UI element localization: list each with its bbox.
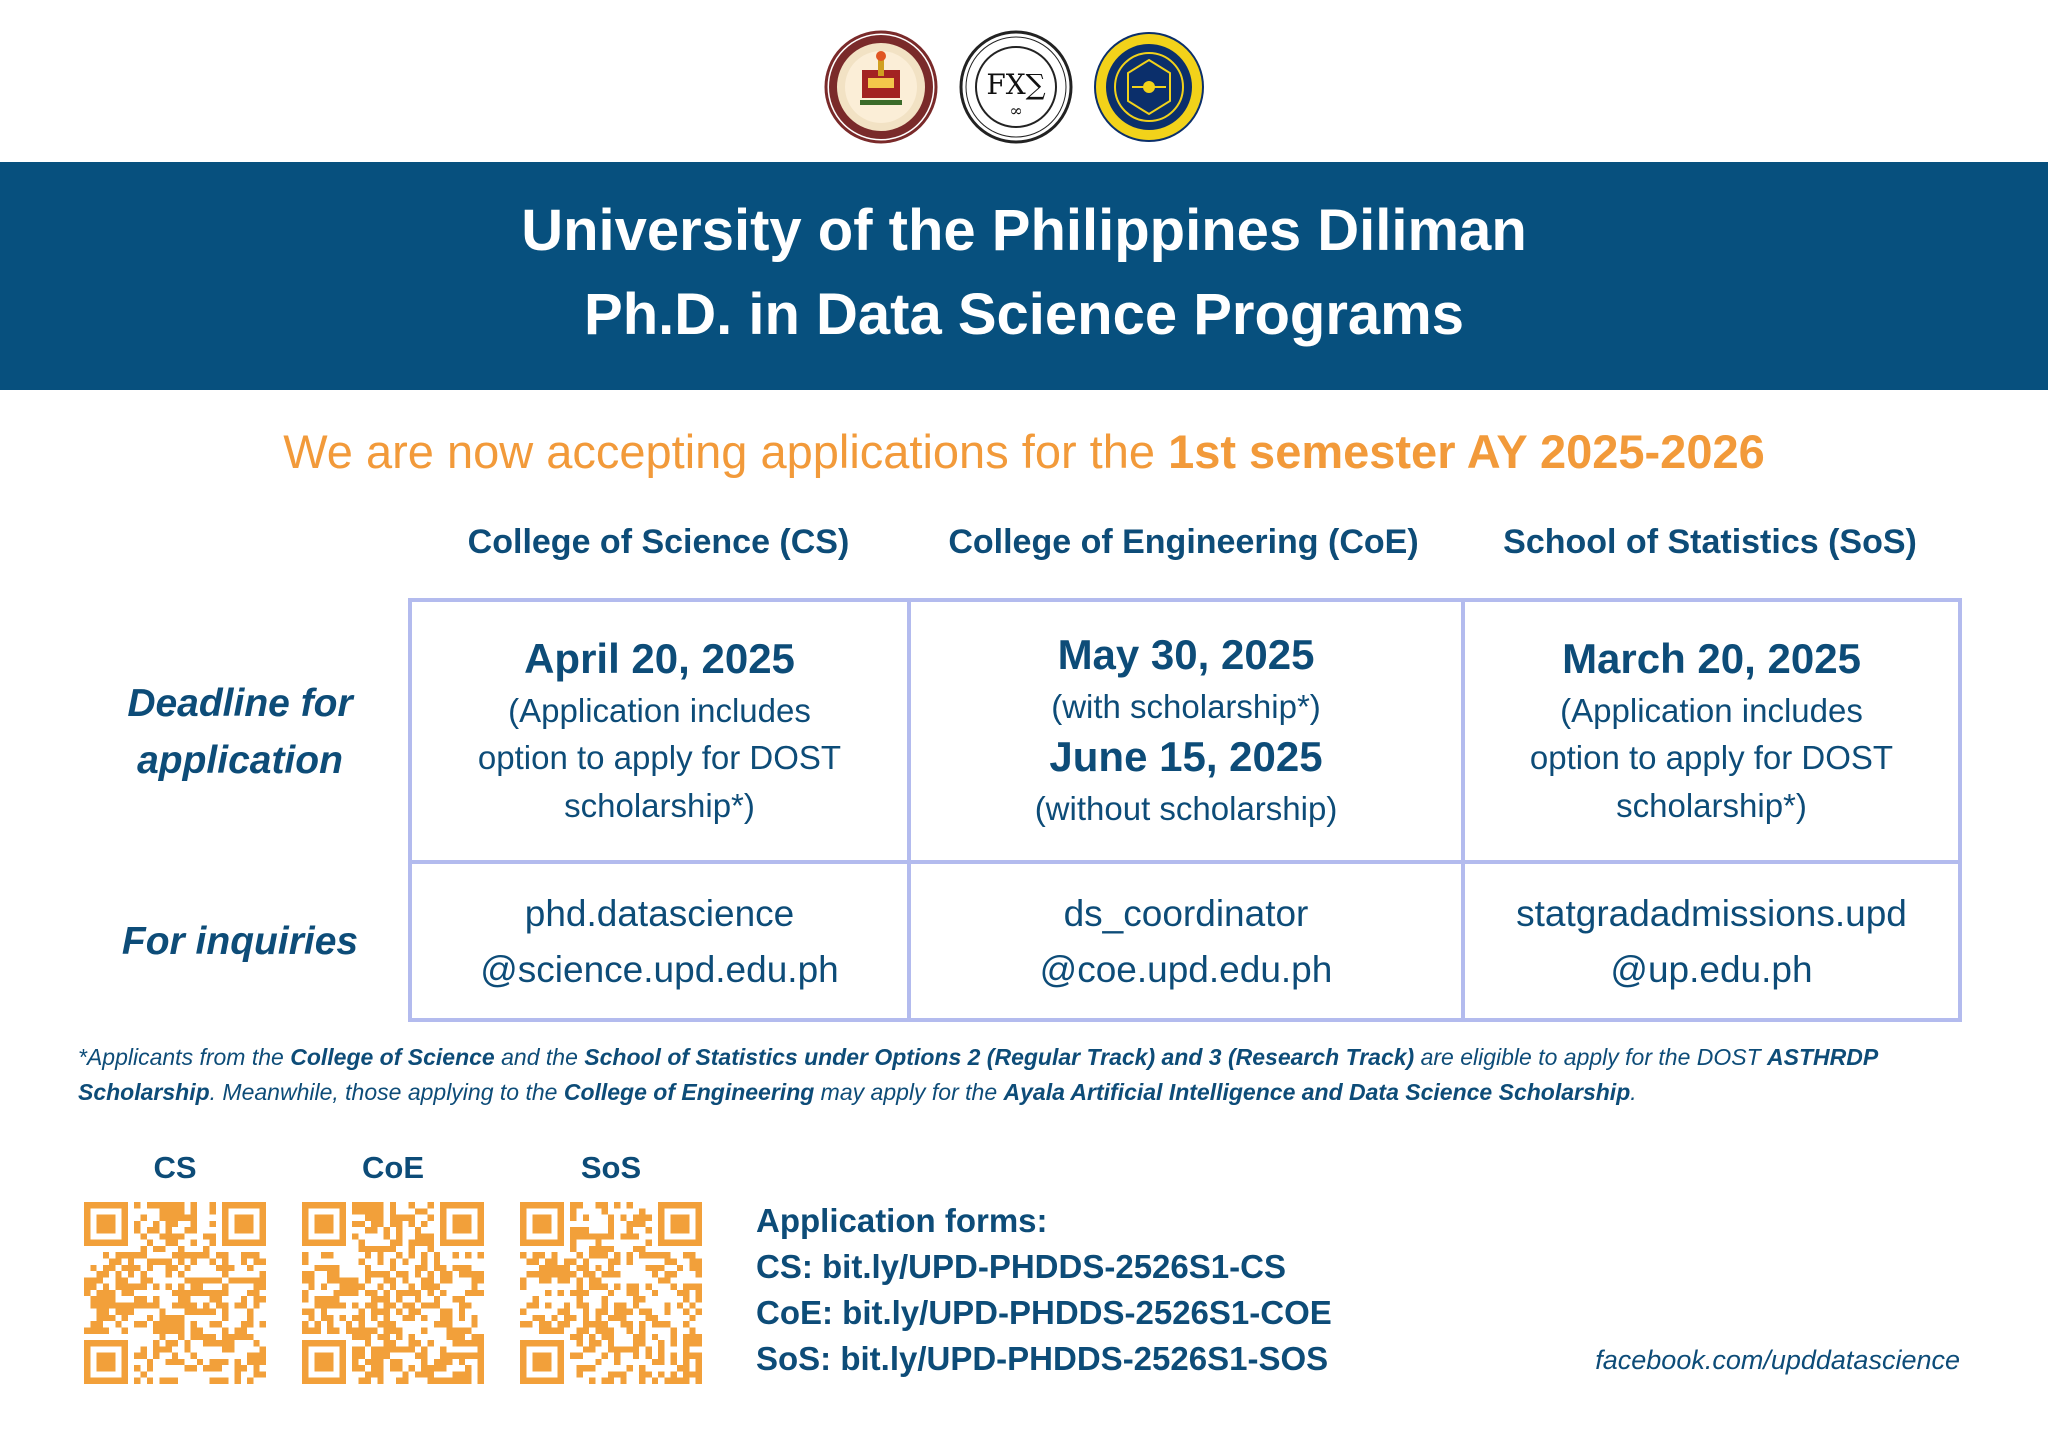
- column-header-sos: School of Statistics (SoS): [1503, 523, 1917, 561]
- deadline-note-cs: (Application includes: [508, 691, 811, 729]
- inquiry-email-cs-domain: @science.upd.edu.ph: [480, 948, 839, 990]
- deadline-cell-cs: [412, 632, 907, 830]
- inquiry-email-coe-user: ds_coordinator: [1063, 893, 1309, 934]
- inquiry-email-coe-domain: @coe.upd.edu.ph: [1039, 948, 1333, 990]
- svg-text:FX∑: FX∑: [986, 68, 1046, 101]
- footnote-emphasis: ASTHRDP Scholarship: [78, 1044, 1878, 1105]
- inquiry-email-cs[interactable]: [412, 886, 907, 997]
- logo-row: [0, 30, 2048, 148]
- footnote-emphasis: College of Engineering: [563, 1078, 815, 1105]
- qr-label-sos: SoS: [580, 1150, 642, 1185]
- footnote-text: . Meanwhile, those applying to the: [209, 1078, 564, 1105]
- application-forms: [756, 1198, 1332, 1382]
- deadline-note-sos: (Application includes: [1560, 691, 1863, 729]
- inquiry-email-coe[interactable]: [911, 886, 1461, 997]
- qr-code-coe[interactable]: [302, 1202, 484, 1384]
- deadline-date-cs: April 20, 2025: [524, 635, 795, 682]
- footnote-emphasis: School of Statistics under Options 2 (Regular Track) and 3 (Research Track): [584, 1044, 1415, 1070]
- inquiry-email-sos[interactable]: [1465, 886, 1958, 997]
- svg-text:∞: ∞: [1009, 101, 1023, 120]
- footnote-emphasis: Ayala Artificial Intelligence and Data Science Scholarship: [1003, 1078, 1631, 1105]
- deadline-date-sos: March 20, 2025: [1562, 635, 1861, 682]
- scholarship-footnote: [78, 1040, 1978, 1109]
- footnote-text: .: [1630, 1078, 1637, 1105]
- footnote-text: *Applicants from the: [78, 1044, 291, 1070]
- banner-title-university: University of the Philippines Diliman: [521, 198, 1527, 263]
- deadline-note-cs: scholarship*): [564, 787, 755, 825]
- tagline-prefix: We are now accepting applications for the: [283, 425, 1169, 478]
- deadline-note-cs: option to apply for DOST: [477, 739, 842, 777]
- deadline-note-coe: (without scholarship): [1034, 790, 1338, 828]
- deadline-note-coe: (with scholarship*): [1051, 687, 1321, 725]
- deadline-note-sos: option to apply for DOST: [1529, 739, 1894, 777]
- application-form-link-sos[interactable]: SoS: bit.ly/UPD-PHDDS-2526S1-SOS: [756, 1340, 1329, 1377]
- accepting-applications-tagline: [0, 424, 2048, 480]
- title-banner: [0, 162, 2048, 390]
- application-form-link-coe[interactable]: CoE: bit.ly/UPD-PHDDS-2526S1-COE: [756, 1294, 1332, 1331]
- qr-label-coe: CoE: [362, 1150, 424, 1185]
- deadline-cell-coe: [911, 628, 1461, 833]
- banner-title-program: Ph.D. in Data Science Programs: [584, 282, 1464, 347]
- footnote-text: and the: [494, 1044, 585, 1070]
- deadline-table: [408, 598, 1962, 1022]
- column-header-coe: College of Engineering (CoE): [948, 523, 1419, 561]
- application-forms-heading: Application forms:: [756, 1202, 1048, 1239]
- deadline-note-sos: scholarship*): [1616, 787, 1807, 825]
- footnote-text: are eligible to apply for the DOST: [1414, 1044, 1768, 1070]
- deadline-date-coe-without-scholarship: June 15, 2025: [1049, 733, 1323, 781]
- college-of-science-seal: [1092, 30, 1206, 144]
- footnote-text: may apply for the: [814, 1078, 1004, 1105]
- qr-label-cs: CS: [153, 1150, 197, 1185]
- tagline-semester: 1st semester AY 2025-2026: [1168, 425, 1765, 478]
- inquiry-email-cs-user: phd.datascience: [524, 893, 795, 934]
- footnote-emphasis: College of Science: [290, 1044, 495, 1070]
- school-of-statistics-seal: [959, 30, 1073, 144]
- deadline-cell-sos: [1465, 632, 1958, 830]
- row-header-deadline: [90, 676, 390, 789]
- inquiry-email-sos-domain: @up.edu.ph: [1610, 948, 1813, 990]
- application-form-link-cs[interactable]: CS: bit.ly/UPD-PHDDS-2526S1-CS: [756, 1248, 1286, 1285]
- qr-code-sos[interactable]: [520, 1202, 702, 1384]
- inquiry-email-sos-user: statgradadmissions.upd: [1516, 893, 1907, 934]
- deadline-date-coe-with-scholarship: May 30, 2025: [1057, 631, 1315, 678]
- college-of-engineering-seal: [824, 30, 938, 144]
- facebook-page-link[interactable]: facebook.com/upddatascience: [1595, 1345, 1960, 1375]
- qr-code-cs[interactable]: [84, 1202, 266, 1384]
- row-header-inquiries: For inquiries: [121, 920, 359, 963]
- column-header-cs: College of Science (CS): [467, 523, 850, 561]
- row-header-deadline-line2: application: [137, 738, 343, 782]
- table-divider: [412, 860, 1958, 864]
- row-header-deadline-line1: Deadline for: [127, 682, 353, 725]
